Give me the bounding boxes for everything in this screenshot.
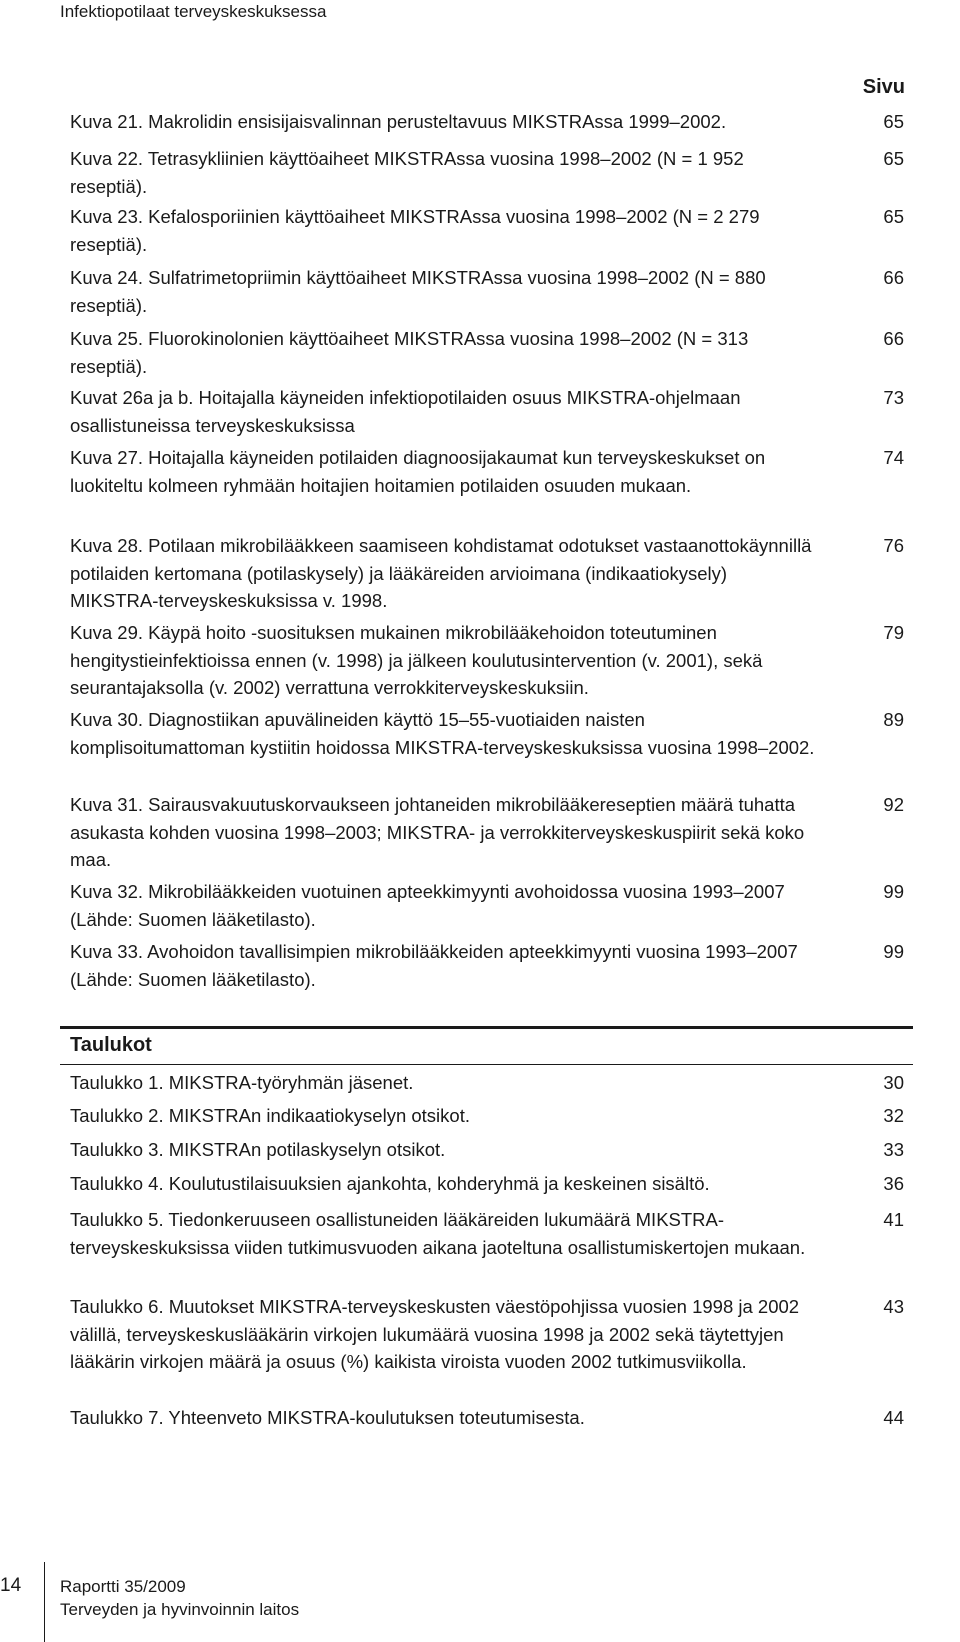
table-page-number: 44 [883, 1407, 904, 1428]
footer-page-number: 14 [0, 1575, 22, 1596]
footer-report: Raportti 35/2009 [60, 1577, 186, 1596]
table-page-number: 33 [883, 1139, 904, 1160]
figure-entry: Kuva 28. Potilaan mikrobilääkkeen saamiseen kohdistamat odotukset vastaanottokäynnillä potilaiden kertomana (potilaskysely) ja lääkäreiden arvioimana (indikaatiokysely) MIKSTRA-terveyskeskuksissa v. 1998. [70, 535, 812, 611]
figure-page-number: 65 [883, 148, 904, 169]
figure-page-number: 66 [883, 328, 904, 349]
figure-page-number: 65 [883, 111, 904, 132]
table-entry: Taulukko 4. Koulutustilaisuuksien ajankohta, kohderyhmä ja keskeinen sisältö. [70, 1173, 710, 1194]
section-title-rule [60, 1064, 913, 1065]
figure-page-number: 89 [883, 709, 904, 730]
figure-entry: Kuva 23. Kefalosporiinien käyttöaiheet MIKSTRAssa vuosina 1998–2002 (N = 2 279 reseptiä). [70, 206, 760, 255]
figure-entry: Kuva 25. Fluorokinolonien käyttöaiheet MIKSTRAssa vuosina 1998–2002 (N = 313 reseptiä). [70, 328, 749, 377]
table-entry: Taulukko 5. Tiedonkeruuseen osallistuneiden lääkäreiden lukumäärä MIKSTRA-terveyskeskuksissa viiden tutkimusvuoden aikana jaoteltuna osallistumiskertojen mukaan. [70, 1209, 806, 1258]
figure-page-number: 65 [883, 206, 904, 227]
figure-entry: Kuva 29. Käypä hoito -suosituksen mukainen mikrobilääkehoidon toteutuminen hengitystieinfektioissa ennen (v. 1998) ja jälkeen koulutusintervention (v. 2001), sekä seurantajaksolla (v. 2002) verrattuna verrokkiterveyskeskuksiin. [70, 622, 763, 698]
table-page-number: 32 [883, 1105, 904, 1126]
figure-entry: Kuva 32. Mikrobilääkkeiden vuotuinen apteekkimyynti avohoidossa vuosina 1993–2007 (Lähde: Suomen lääketilasto). [70, 881, 785, 930]
figure-entry: Kuva 21. Makrolidin ensisijaisvalinnan perusteltavuus MIKSTRAssa 1999–2002. [70, 111, 727, 132]
figure-page-number: 99 [883, 941, 904, 962]
figure-page-number: 73 [883, 387, 904, 408]
table-page-number: 30 [883, 1072, 904, 1093]
figure-entry: Kuva 33. Avohoidon tavallisimpien mikrobilääkkeiden apteekkimyynti vuosina 1993–2007 (Lähde: Suomen lääketilasto). [70, 941, 798, 990]
page-column-label: Sivu [862, 76, 905, 98]
figure-entry: Kuvat 26a ja b. Hoitajalla käyneiden infektiopotilaiden osuus MIKSTRA-ohjelmaan osallistuneissa terveyskeskuksissa [70, 387, 741, 436]
figure-page-number: 79 [883, 622, 904, 643]
figure-entry: Kuva 31. Sairausvakuutuskorvaukseen johtaneiden mikrobilääkereseptien määrä tuhatta asukasta kohden vuosina 1998–2003; MIKSTRA- ja verrokkiterveyskeskuspiirit sekä koko maa. [70, 794, 805, 870]
table-entry: Taulukko 7. Yhteenveto MIKSTRA-koulutuksen toteutumisesta. [70, 1407, 585, 1428]
table-page-number: 43 [883, 1296, 904, 1317]
figure-page-number: 74 [883, 447, 904, 468]
table-page-number: 41 [883, 1209, 904, 1230]
footer-divider [44, 1562, 45, 1642]
figure-entry: Kuva 24. Sulfatrimetopriimin käyttöaiheet MIKSTRAssa vuosina 1998–2002 (N = 880 reseptiä). [70, 267, 766, 316]
figure-entry: Kuva 27. Hoitajalla käyneiden potilaiden diagnoosijakaumat kun terveyskeskukset on luokiteltu kolmeen ryhmään hoitajien hoitamien potilaiden osuuden mukaan. [70, 447, 766, 496]
section-top-rule [60, 1026, 913, 1029]
figure-entry: Kuva 30. Diagnostiikan apuvälineiden käyttö 15–55-vuotiaiden naisten komplisoitumattoman kystiitin hoidossa MIKSTRA-terveyskeskuksissa vuosina 1998–2002. [70, 709, 815, 758]
figure-page-number: 92 [883, 794, 904, 815]
figure-page-number: 66 [883, 267, 904, 288]
running-head: Infektiopotilaat terveyskeskuksessa [60, 2, 327, 21]
table-entry: Taulukko 1. MIKSTRA-työryhmän jäsenet. [70, 1072, 414, 1093]
table-entry: Taulukko 3. MIKSTRAn potilaskyselyn otsikot. [70, 1139, 446, 1160]
table-entry: Taulukko 2. MIKSTRAn indikaatiokyselyn otsikot. [70, 1105, 470, 1126]
table-page-number: 36 [883, 1173, 904, 1194]
footer-publisher: Terveyden ja hyvinvoinnin laitos [60, 1600, 300, 1619]
figure-entry: Kuva 22. Tetrasykliinien käyttöaiheet MIKSTRAssa vuosina 1998–2002 (N = 1 952 reseptiä). [70, 148, 744, 197]
table-entry: Taulukko 6. Muutokset MIKSTRA-terveyskeskusten väestöpohjissa vuosien 1998 ja 2002 välillä, terveyskeskuslääkärin virkojen lukumäärä vuosina 1998 ja 2002 sekä täytettyjen lääkärin virkojen määrä ja osuus (%) kaikista viroista vuoden 2002 tutkimusviikolla. [70, 1296, 800, 1372]
tables-section-title: Taulukot [70, 1034, 152, 1056]
figure-page-number: 76 [883, 535, 904, 556]
figure-page-number: 99 [883, 881, 904, 902]
